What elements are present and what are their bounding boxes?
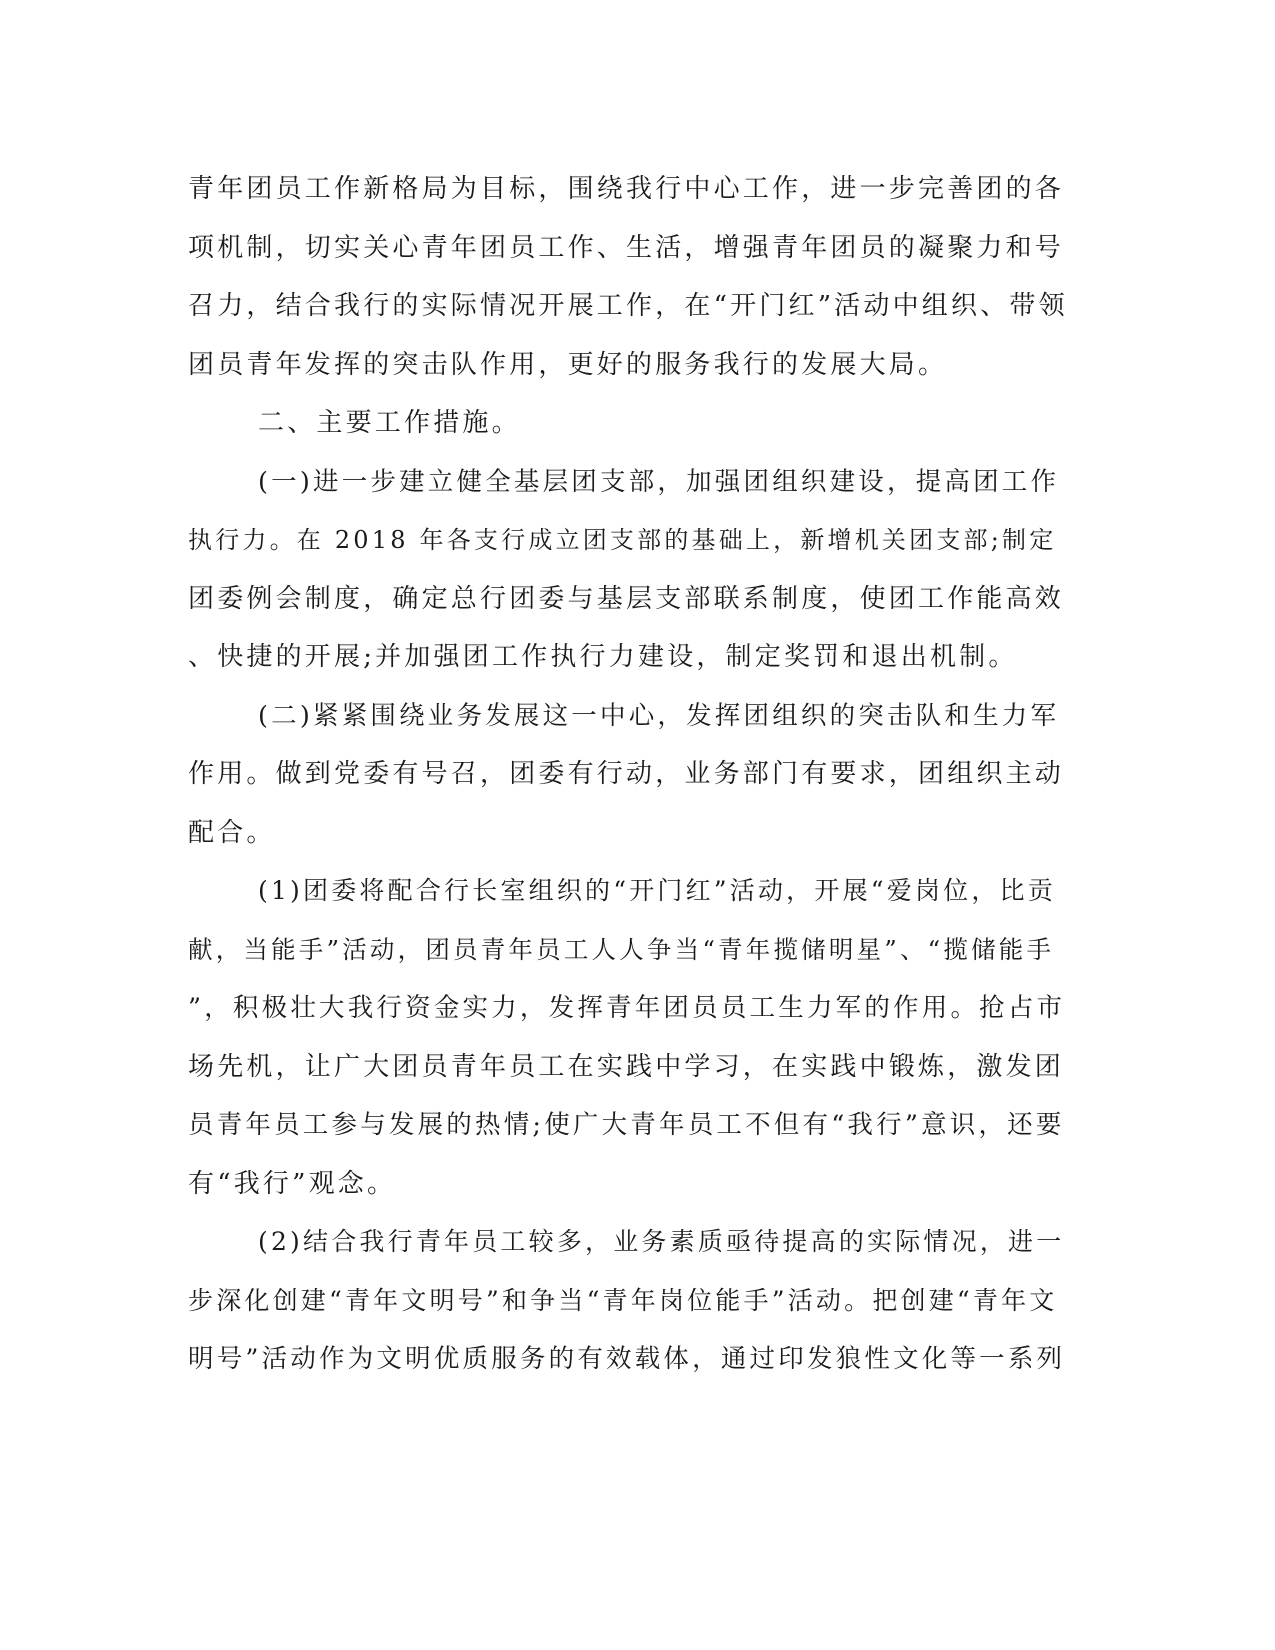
text-line-3: 召力，结合我行的实际情况开展工作，在“开门红”活动中组织、带领 [188, 291, 1068, 321]
text-line-9: 、快捷的开展;并加强团工作执行力建设，制定奖罚和退出机制。 [188, 642, 1018, 672]
text-line-4: 团员青年发挥的突击队作用，更好的服务我行的发展大局。 [188, 349, 948, 380]
text-line-13: (1)团委将配合行长室组织的“开门红”活动，开展“爱岗位，比贡 [258, 876, 1056, 905]
text-line-1: 青年团员工作新格局为目标，围绕我行中心工作，进一步完善团的各 [188, 174, 1065, 204]
text-line-16: 场先机，让广大团员青年员工在实践中学习，在实践中锻炼，激发团 [188, 1051, 1065, 1082]
text-line-12: 配合。 [188, 817, 276, 848]
document-body [188, 160, 1068, 1389]
text-line-14: 献，当能手”活动，团员青年员工人人争当“青年揽储明星”、“揽储能手 [188, 934, 1055, 964]
text-line-7: 执行力。在 2018 年各支行成立团支部的基础上，新增机关团支部;制定 [188, 526, 1057, 554]
text-line-17: 员青年员工参与发展的热情;使广大青年员工不但有“我行”意识，还要 [188, 1110, 1065, 1140]
text-line-20: 步深化创建“青年文明号”和争当“青年岗位能手”活动。把创建“青年文 [188, 1285, 1058, 1315]
text-line-19: (2)结合我行青年员工较多，业务素质亟待提高的实际情况，进一 [258, 1227, 1065, 1256]
text-line-6: (一)进一步建立健全基层团支部，加强团组织建设，提高团工作 [258, 466, 1060, 497]
text-line-8: 团委例会制度，确定总行团委与基层支部联系制度，使团工作能高效 [188, 583, 1065, 614]
text-line-18: 有“我行”观念。 [188, 1168, 397, 1199]
text-line-10: (二)紧紧围绕业务发展这一中心，发挥团组织的突击队和生力军 [258, 700, 1060, 731]
text-line-11: 作用。做到党委有号召，团委有行动，业务部门有要求，团组织主动 [188, 759, 1065, 789]
text-line-2: 项机制，切实关心青年团员工作、生活，增强青年团员的凝聚力和号 [188, 232, 1065, 263]
text-line-21: 明号”活动作为文明优质服务的有效载体，通过印发狼性文化等一系列 [188, 1344, 1066, 1374]
text-line-15: ”，积极壮大我行资金实力，发挥青年团员员工生力军的作用。抢占市 [188, 993, 1066, 1023]
section-heading: 二、主要工作措施。 [258, 408, 521, 438]
